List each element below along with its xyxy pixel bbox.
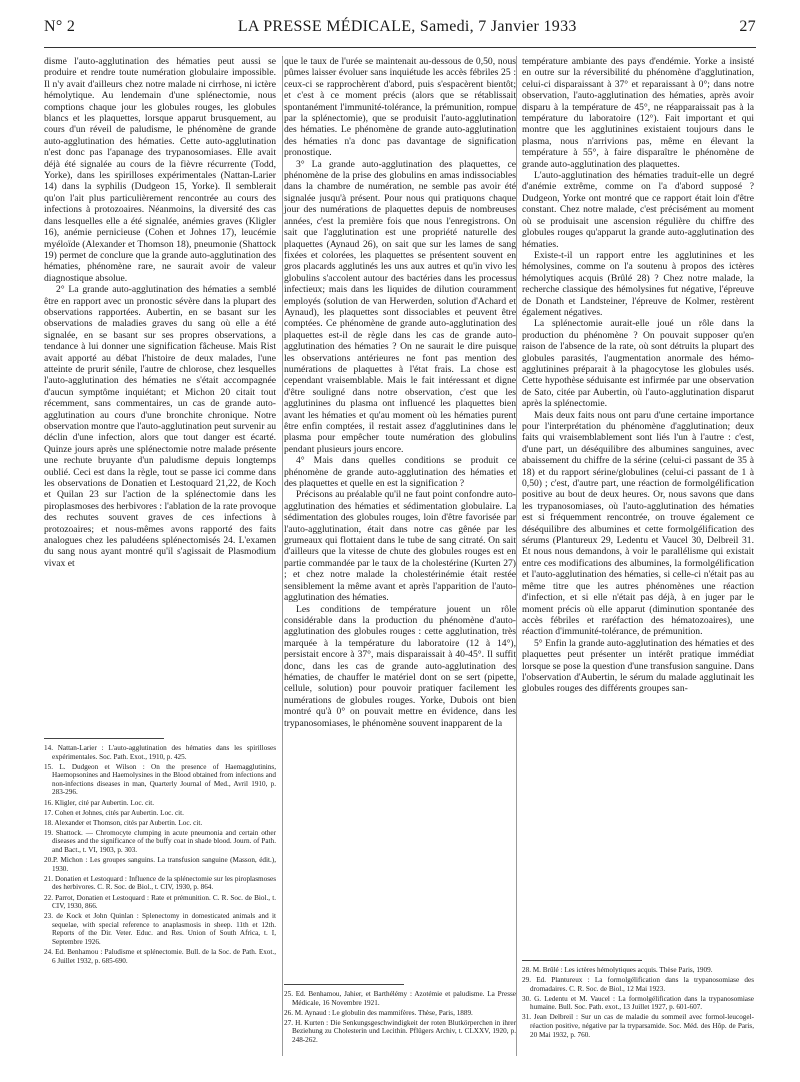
footnote: 27. H. Kurten : Die Senkungsgeschwindigkeit der roten Blutkörperchen in ihrer Beziehung zu Cholesterin und Lecithin. Pflügers Archiv, t. CLXXV, 1920, p. 248-262. <box>284 1018 516 1044</box>
footnote: 30. G. Ledentu et M. Vaucel : La formolgélification dans la trypanosomiase humaine. Bull. Soc. Path. exot., 13 Juillet 1927, p. 601-607. <box>522 994 754 1012</box>
footnote: 20.P. Michon : Les groupes sanguins. La transfusion sanguine (Masson, édit.), 1930. <box>44 856 276 873</box>
column-divider <box>282 56 283 1056</box>
paragraph: 3° La grande auto-agglutination des plaquettes, ce phénomène de la prise des globulins en amas indissociables dans la chambre de numération, ne semble pas avoir été signalée jusqu'à présent. Pour nous qui pratiquons chaque jour des numérations de plaquettes depuis de nombreuses années, c'est la première fois que nous l'enregistrons. On sait que l'agglutination est une propriété naturelle des plaquettes (Aynaud 26), on sait que sur les lames de sang fixées et colorées, les plaquettes se présentent souvent en gros placards agglutinés les uns aux autres et qu'in vivo les globulins s'accolent autour des bactéries dans les processus infectieux; mais dans les liquides de dilution couramment employés (solution de van Herwerden, solution d'Achard et Aynaud), les plaquettes sont dissociables et peuvent être comptées. Ce phénomène de grande auto-agglutination des plaquettes est-il de règle dans les cas de grande auto-agglutination des hématies ? On ne saurait le dire puisque les observations antérieures ne font pas mention des numérations de plaquettes à l'état frais. La chose est cependant vraisemblable. Mais le fait intéressant et digne d'être souligné dans notre observation, c'est que les agglutinines du plasma ont influencé les plaquettes bien avant les hématies et qu'au moment où les hématies purent être enfin comptées, il restait assez d'agglutinines dans le plasma pour empêcher toute numération des globulins pendant plusieurs jours encore. <box>284 158 516 455</box>
footnotes-column-3 <box>522 966 754 1041</box>
issue-number: N° 2 <box>44 18 76 35</box>
paragraph: 4° Mais dans quelles conditions se produit ce phénomène de grande auto-agglutination des hématies et des plaquettes et quelle en est la signification ? <box>284 455 516 490</box>
footnote: 26. M. Aynaud : Le globulin des mammifères. Thèse, Paris, 1889. <box>284 1008 473 1017</box>
paragraph: que le taux de l'urée se maintenait au-dessous de 0,50, nous pûmes laisser évoluer sans inquiétude les accès fébriles 25 : ceux-ci se rapprochèrent d'abord, puis s'espacèrent bientôt; et c'est à ce moment précis (alors que se rétablissait spontanément l'immunité-tolérance, la prémunition, rompue par la splénectomie), que se produisit l'auto-agglutination des hématies. Le phénomène de grande auto-agglutination des hématies n'a donc pas davantage de signification pronostique. <box>284 56 516 159</box>
paragraph: L'auto-agglutination des hématies traduit-elle un degré d'anémie extrême, comme on l'a d'abord supposé ? Dudgeon, Yorke ont montré que ce rapport était loin d'être constant. Chez notre malade, c'est précisément au moment où se produisait une ascension régulière du chiffre des globules rouges qu'apparut la grande auto-agglutination des hématies. <box>522 170 754 250</box>
footnote-rule <box>44 738 164 739</box>
footnote: 15. L. Dudgeon et Wilson : On the presence of Haemagglutinins, Haemopsonines and Haemolysines in the Blood obtained from infections and non-infections diseases in man, Quarterly Journal of Med., Avril 1910, p. 283-296. <box>44 762 276 797</box>
footnote: 14. Nattan-Larier : L'auto-agglutination des hématies dans les spirilloses expérimentales. Soc. Path. Exot., 1910, p. 425. <box>44 744 276 761</box>
footnote: 17. Cohen et Johnes, cités par Aubertin. Loc. cit. <box>44 808 184 817</box>
footnote: 25. Ed. Benhamou, Jahier, et Barthélémy : Azotémie et paludisme. La Presse Médicale, 16 Novembre 1921. <box>284 990 516 1007</box>
footnote: 18. Alexander et Thomson, cités par Aubertin. Loc. cit. <box>44 818 203 827</box>
paragraph: Mais deux faits nous ont paru d'une certaine importance pour l'interprétation du phénomène d'agglutination; deux faits qui vraisemblablement sont liés l'un à l'autre : c'est, d'une part, un déséquilibre des albumines sanguines, avec abaissement du chiffre de la sérine (celui-ci passant de 35 à 18) et du rapport sérine/globulines (celui-ci passant de 1 à 0,50) ; c'est, d'autre part, une réaction de formolgélification positive au bout de deux heures. Or, nous savons que dans les trypanosomiases, où l'auto-agglutination des hématies est si fréquemment rencontrée, on trouve également ce déséquilibre des albumines et cette formolgélification des sérums (Plantureux 29, Ledentu et Vaucel 30, Delbreil 31. Et nous nous demandons, à voir le parallélisme qui existait entre ces modifications des albumines, la formolgélification et l'auto-agglutination des hématies, si celle-ci n'était pas au même titre que les autres phénomènes une réaction d'infection, et si elle n'était pas déjà, à en juger par le moment précis où elle apparut (diminution spontanée des accès fébriles et raréfaction des hématozoaires), une réaction d'immunité-tolérance, de prémunition. <box>522 409 754 638</box>
footnote-rule <box>284 984 404 985</box>
column-divider <box>516 56 517 1056</box>
footnote: 22. Parrot, Donatien et Lestoquard : Rate et prémunition. C. R. Soc. de Biol., t. CIV, 1930, 866. <box>44 893 276 911</box>
paragraph: La splénectomie aurait-elle joué un rôle dans la production du phénomène ? On pouvait supposer qu'en raison de l'absence de la rate, où sont détruits la plupart des globules parasités, l'augmentation anormale des hémo-agglutinines préparait à la phagocytose les globules usés. Cette hypothèse séduisante est infirmée par une observation de Sato, citée par Aubertin, où l'auto-agglutination disparut après la splénectomie. <box>522 318 754 410</box>
paragraph: 2° La grande auto-agglutination des hématies a semblé être en rapport avec un pronostic sévère dans la plupart des observations rapportées. Aubertin, en se basant sur les observations de maladies graves du sang où elle a été signalée, en se basant sur ses propres observations, a tendance à lui donner une signification fâcheuse. Mais Rist avait apporté au débat l'histoire de deux malades, l'une atteinte de prurit sénile, l'autre de chlorose, chez lesquelles l'auto-agglutination des hématies ne s'était accompagnée d'aucun symptôme inquiétant; et Michon 20 citait tout récemment, sans commentaires, un cas de grande auto-agglutination au cours d'une bronchite chronique. Notre observation montre que l'auto-agglutination peut survenir au déclin d'une infection, alors que tout danger est écarté. Quinze jours après une splénectomie notre malade présente une rechute bruyante d'un paludisme depuis longtemps oublié. Ceci est dans la règle, tout se passe ici comme dans les observations de Donatien et Lestoquard 21,22, de Koch et Quilan 23 sur l'action de la splénectomie dans les piroplasmoses des herbivores : l'ablation de la rate provoque des rechutes souvent graves de ces infections à protozoaires; et nous-mêmes avons rapporté des faits analogues chez les paludéens splénectomisés 24. L'examen du sang nous ayant montré qu'il s'agissait de Plasmodium vivax et <box>44 284 276 569</box>
footnote: 31. Jean Delbreil : Sur un cas de maladie du sommeil avec formol-leucogel-réaction positive, négative par la tryparsamide. Soc. Méd. des Hôp. de Paris, 20 Mai 1932, p. 760. <box>522 1013 754 1039</box>
footnote: 29. Ed. Plantureux : La formolgélification dans la trypanosomiase des dromadaires. C. R. Soc. de Biol., 12 Mai 1923. <box>522 976 754 993</box>
footnotes-column-1 <box>44 744 276 967</box>
footnotes-column-2 <box>284 990 516 1046</box>
footnote: 28. M. Brûlé : Les ictères hémolytiques acquis. Thèse Paris, 1909. <box>522 966 713 974</box>
column-3 <box>522 56 754 695</box>
column-1 <box>44 56 276 569</box>
paragraph: Les conditions de température jouent un rôle considérable dans la production du phénomène d'auto-agglutination des globules rouges : cette agglutination, très marquée à la température du laboratoire (12 à 14°), persistait encore à 37°, mais disparaissait à 40-45°. Il suffit donc, dans les cas de grande auto-agglutination des hématies, de chauffer le matériel dont on se sert (pipette, cellule, solution) pour pouvoir pratiquer facilement les numérations de globules rouges. Yorke, Dubois ont bien montré qu'à 0° on pouvait mettre en évidence, dans les trypanosomiases, le phénomène souvent inapparent de la <box>284 603 516 729</box>
paragraph: disme l'auto-agglutination des hématies peut aussi se produire et rendre toute numération globulaire impossible. Il n'y avait d'ailleurs chez notre malade ni cirrhose, ni ictère hémolytique. Au lendemain d'une splénectomie, nous comptions chaque jour les globules rouges, les globules blancs et les plaquettes, lorsque apparut brusquement, au cours d'un réveil de paludisme, le phénomène de grande auto-agglutination des hématies. Cette auto-agglutination n'est donc pas l'apanage des trypanosomiases. Elle avait déjà été signalée au cours de la fièvre récurrente (Todd, Yorke), dans les spirilloses expérimentales (Nattan-Larier 14) dans la syphilis (Dudgeon 15, Yorke). Il semblerait qu'on l'ait plus particulièrement rencontrée au cours des infections à protozoaires. Néanmoins, la diversité des cas dans lesquelles elle a été signalée, anémies graves (Kligler 16), anémie pernicieuse (Cohen et Johnes 17), leucémie myéloïde (Alexander et Thomson 18), pneumonie (Shattock 19) permet de conclure que la grande auto-agglutination des hématies, phénomène rare, ne saurait avoir de valeur diagnostique absolue. <box>44 56 276 284</box>
paragraph: Précisons au préalable qu'il ne faut point confondre auto-agglutination des hématies et sédimentation globulaire. La sédimentation des globules rouges, loin d'être favorisée par l'auto-agglutination, était dans notre cas gênée par les grumeaux qui flottaient dans le tube de sang citraté. On sait d'ailleurs que la vitesse de chute des globules rouges est en partie commandée par le taux de la cholestérine (Kurten 27) ; et chez notre malade la cholestérinémie était restée sensiblement la même avant et après l'apparition de l'auto-agglutination des hématies. <box>284 489 516 604</box>
footnote: 23. de Kock et John Quinlan : Splenectomy in domesticated animals and it sequelae, with special reference to anaplasmosis in sheep. 11th et 12th. Reports of the Dir. Veter. Educ. and Res. Union of South Africa, t. I, Septembre 1926. <box>44 912 276 946</box>
footnote-rule <box>522 960 642 961</box>
journal-title: LA PRESSE MÉDICALE, Samedi, 7 Janvier 1933 <box>237 18 577 35</box>
footnote: 19. Shattock. — Chromocyte clumping in acute pneumonia and certain other diseases and the significance of the buffy coat in shade blood. Journ. of Path. and Bact., t. VI, 1903, p. 303. <box>44 828 276 855</box>
paragraph: température ambiante des pays d'endémie. Yorke a insisté en outre sur la réversibilité du phénomène d'agglutination, celui-ci disparaissant à 37° et reparaissant à 0°; dans notre observation, l'auto-agglutination des hématies, après avoir disparu à la température de 45°, ne réapparaissait pas à la température du laboratoire (12°). Fait important et qui montre que les agglutinines existaient toujours dans le plasma, nous n'arrivions pas, même en élevant la température à 55°, à faire disparaître le phénomène de grande auto-agglutination des plaquettes. <box>522 56 754 170</box>
column-2 <box>284 56 516 729</box>
paragraph: Existe-t-il un rapport entre les agglutinines et les hémolysines, comme on l'a soutenu à propos des ictères hémolytiques acquis (Brûlé 28) ? Chez notre malade, la recherche classique des hémolysines fut négative, l'épreuve de Donath et Landsteiner, l'épreuve de Kolmer, restèrent également négatives. <box>522 249 754 318</box>
page-number: 27 <box>739 18 756 35</box>
footnote: 24. Ed. Benhamou : Paludisme et splénectomie. Bull. de la Soc. de Path. Exot., 6 Juillet 1932, p. 685-690. <box>44 948 276 965</box>
footnote: 16. Kligler, cité par Aubertin. Loc. cit. <box>44 798 155 807</box>
paragraph: 5° Enfin la grande auto-agglutination des hématies et des plaquettes peut présenter un intérêt pratique immédiat lorsque se pose la question d'une transfusion sanguine. Dans l'observation d'Aubertin, le sérum du malade agglutinait les globules rouges des différents groupes san- <box>522 637 754 695</box>
page-header <box>44 18 756 48</box>
footnote: 21. Donatien et Lestoquard : Influence de la splénectomie sur les piroplasmoses des herbivores. C. R. Soc. de Biol., t. CIV, 1930, p. 864. <box>44 874 276 892</box>
